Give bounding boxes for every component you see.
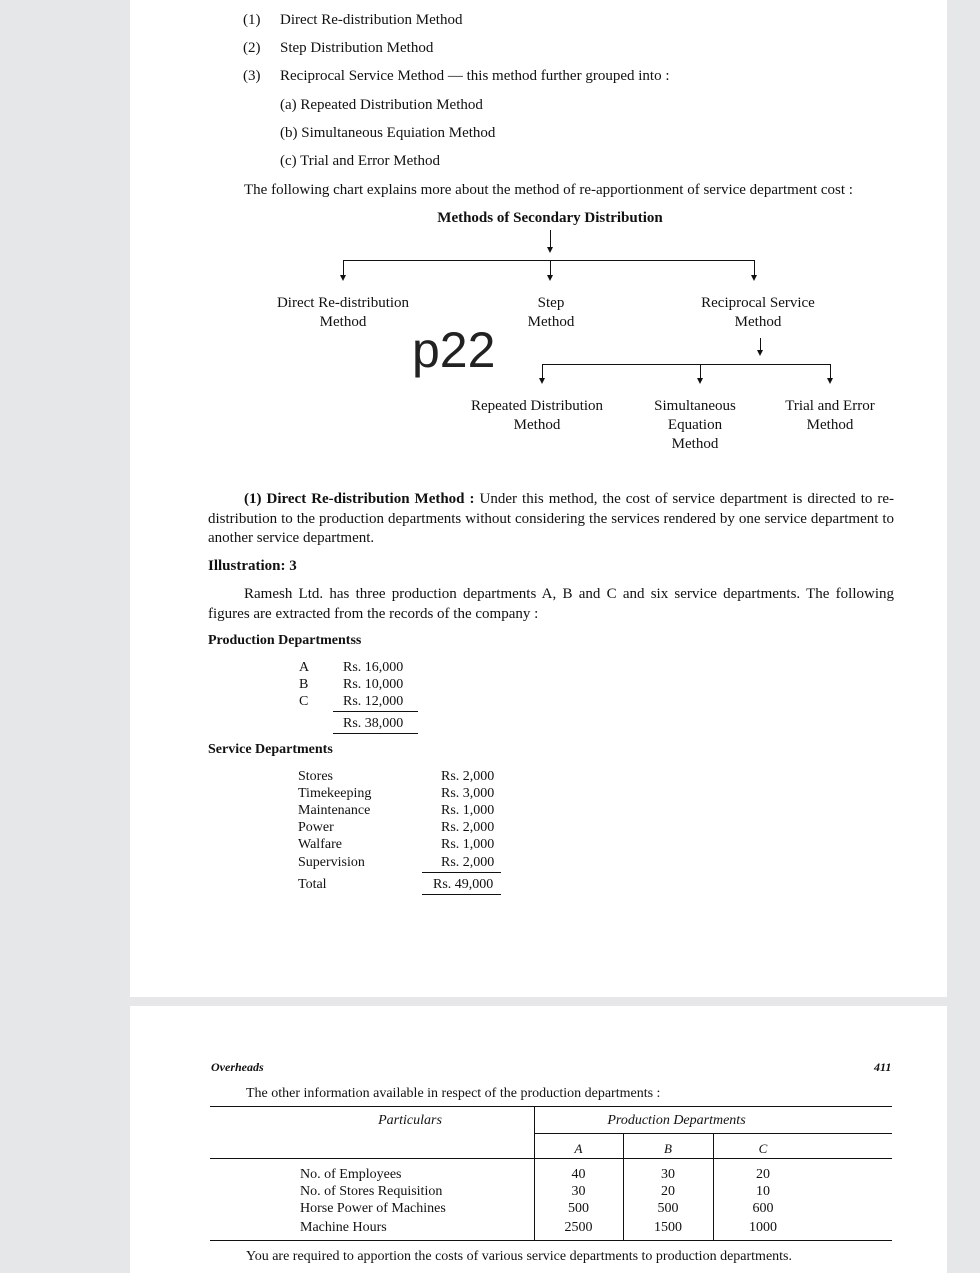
node-simultaneous-line1: Simultaneous <box>654 398 736 414</box>
arrow-down-icon <box>697 378 703 384</box>
service-amount: Rs. 2,000 <box>441 855 495 870</box>
running-header: Overheads <box>211 1060 264 1074</box>
node-simultaneous-line3: Method <box>671 436 719 452</box>
node-repeated-line1: Repeated Distribution <box>470 398 604 414</box>
page-number: 411 <box>874 1060 892 1074</box>
header-rule <box>210 1158 892 1159</box>
cell-c: 20 <box>756 1167 770 1182</box>
level1-drop-right <box>754 260 755 275</box>
node-step-line2: Method <box>527 314 575 330</box>
service-name: Supervision <box>298 855 365 870</box>
service-amount: Rs. 2,000 <box>441 820 495 835</box>
column-header-c: C <box>758 1141 768 1156</box>
service-name: Walfare <box>298 837 342 852</box>
production-dept-b: B <box>299 677 309 692</box>
method-1-number: (1) <box>243 12 261 28</box>
production-heading: Production Departmentss <box>208 633 362 648</box>
sub-method-a: (a) Repeated Distribution Method <box>280 97 483 113</box>
service-amount: Rs. 3,000 <box>441 786 495 801</box>
direct-method-paragraph <box>208 490 894 549</box>
cell-b: 20 <box>661 1184 675 1199</box>
method-2-label: Step Distribution Method <box>280 40 434 56</box>
arrow-down-icon <box>757 350 763 356</box>
service-name: Stores <box>298 769 333 784</box>
node-direct-line1: Direct Re-distribution <box>276 295 410 311</box>
production-amount-a: Rs. 16,000 <box>343 660 404 675</box>
row-label: No. of Employees <box>300 1167 402 1182</box>
node-trial-line2: Method <box>806 417 854 433</box>
service-rule-bottom <box>422 894 501 895</box>
cell-b: 30 <box>661 1167 675 1182</box>
page2-footer: You are required to apportion the costs of various service departments to production departments. <box>246 1249 792 1264</box>
production-dept-c: C <box>299 694 309 709</box>
table-rule-bottom <box>210 1240 892 1241</box>
row-label: Horse Power of Machines <box>300 1201 446 1216</box>
cell-c: 1000 <box>749 1220 777 1235</box>
cell-b: 1500 <box>654 1220 682 1235</box>
cell-a: 500 <box>568 1201 589 1216</box>
direct-method-heading: (1) Direct Re-distribution Method : <box>244 491 475 507</box>
service-amount: Rs. 2,000 <box>441 769 495 784</box>
page-watermark: p22 <box>412 322 496 378</box>
service-name: Timekeeping <box>298 786 372 801</box>
service-total-label: Total <box>298 877 327 892</box>
service-name: Maintenance <box>298 803 371 818</box>
document-page-2 <box>130 1006 947 1273</box>
service-total: Rs. 49,000 <box>433 877 494 892</box>
other-info-intro: The other information available in respect of the production departments : <box>246 1086 661 1101</box>
level2-drop-mid <box>700 364 701 378</box>
arrow-down-icon <box>539 378 545 384</box>
row-label: Machine Hours <box>300 1220 387 1235</box>
service-rule-top <box>422 872 501 873</box>
node-trial-line1: Trial and Error <box>785 398 875 414</box>
level2-drop-right <box>830 364 831 378</box>
method-2-number: (2) <box>243 40 261 56</box>
cell-a: 30 <box>571 1184 586 1199</box>
method-3-number: (3) <box>243 68 261 84</box>
production-amount-b: Rs. 10,000 <box>343 677 404 692</box>
production-total: Rs. 38,000 <box>343 716 404 731</box>
sub-method-c: (c) Trial and Error Method <box>280 153 440 169</box>
level1-drop-mid <box>550 260 551 275</box>
column-header-a: A <box>574 1141 583 1156</box>
production-rule-top <box>333 711 418 712</box>
cell-a: 2500 <box>564 1220 593 1235</box>
production-dept-a: A <box>299 660 310 675</box>
cell-a: 40 <box>571 1167 586 1182</box>
service-amount: Rs. 1,000 <box>441 803 495 818</box>
production-group-header: Production Departments <box>607 1113 746 1128</box>
chart-title: Methods of Secondary Distribution <box>437 210 663 226</box>
level1-connector <box>343 260 755 261</box>
column-header-b: B <box>664 1141 672 1156</box>
direct-method-text: Under this method, the cost of service department is directed to re-distribution to the production departments without considering the services rendered by one service department to another service department. <box>208 491 895 546</box>
node-simultaneous-line2: Equation <box>667 417 723 433</box>
arrow-down-icon <box>340 275 346 281</box>
service-amount: Rs. 1,000 <box>441 837 495 852</box>
illustration-heading: Illustration: 3 <box>208 558 297 574</box>
cell-c: 600 <box>752 1201 774 1216</box>
arrow-down-icon <box>827 378 833 384</box>
node-step-line1: Step <box>537 295 565 311</box>
service-name: Power <box>298 820 334 835</box>
document-page-1 <box>130 0 947 997</box>
table-rule-top <box>210 1106 892 1107</box>
arrow-down-icon <box>751 275 757 281</box>
cell-c: 10 <box>756 1184 770 1199</box>
sub-method-b: (b) Simultaneous Equiation Method <box>280 125 496 141</box>
illustration-text: Ramesh Ltd. has three production departments A, B and C and six service departments. The following figures are extracted from the records of the company : <box>208 586 894 622</box>
level1-drop-left <box>343 260 344 275</box>
arrow-down-icon <box>547 275 553 281</box>
chart-intro: The following chart explains more about the method of re-apportionment of service department cost : <box>244 182 853 198</box>
service-heading: Service Departments <box>208 742 333 757</box>
particulars-header: Particulars <box>378 1113 442 1128</box>
row-label: No. of Stores Requisition <box>300 1184 443 1199</box>
cell-b: 500 <box>657 1201 679 1216</box>
title-arrow-head-icon <box>547 247 553 253</box>
production-amount-c: Rs. 12,000 <box>343 694 404 709</box>
title-arrow-shaft <box>550 230 551 248</box>
node-reciprocal-line1: Reciprocal Service <box>701 295 815 311</box>
node-reciprocal-line2: Method <box>734 314 782 330</box>
level2-connector <box>542 364 831 365</box>
node-repeated-line2: Method <box>513 417 561 433</box>
production-rule-bottom <box>333 733 418 734</box>
node-direct-line2: Method <box>319 314 367 330</box>
method-3-label: Reciprocal Service Method — this method further grouped into : <box>280 68 670 84</box>
reciprocal-arrow-shaft <box>760 338 761 350</box>
level2-drop-left <box>542 364 543 378</box>
method-1-label: Direct Re-distribution Method <box>280 12 463 28</box>
